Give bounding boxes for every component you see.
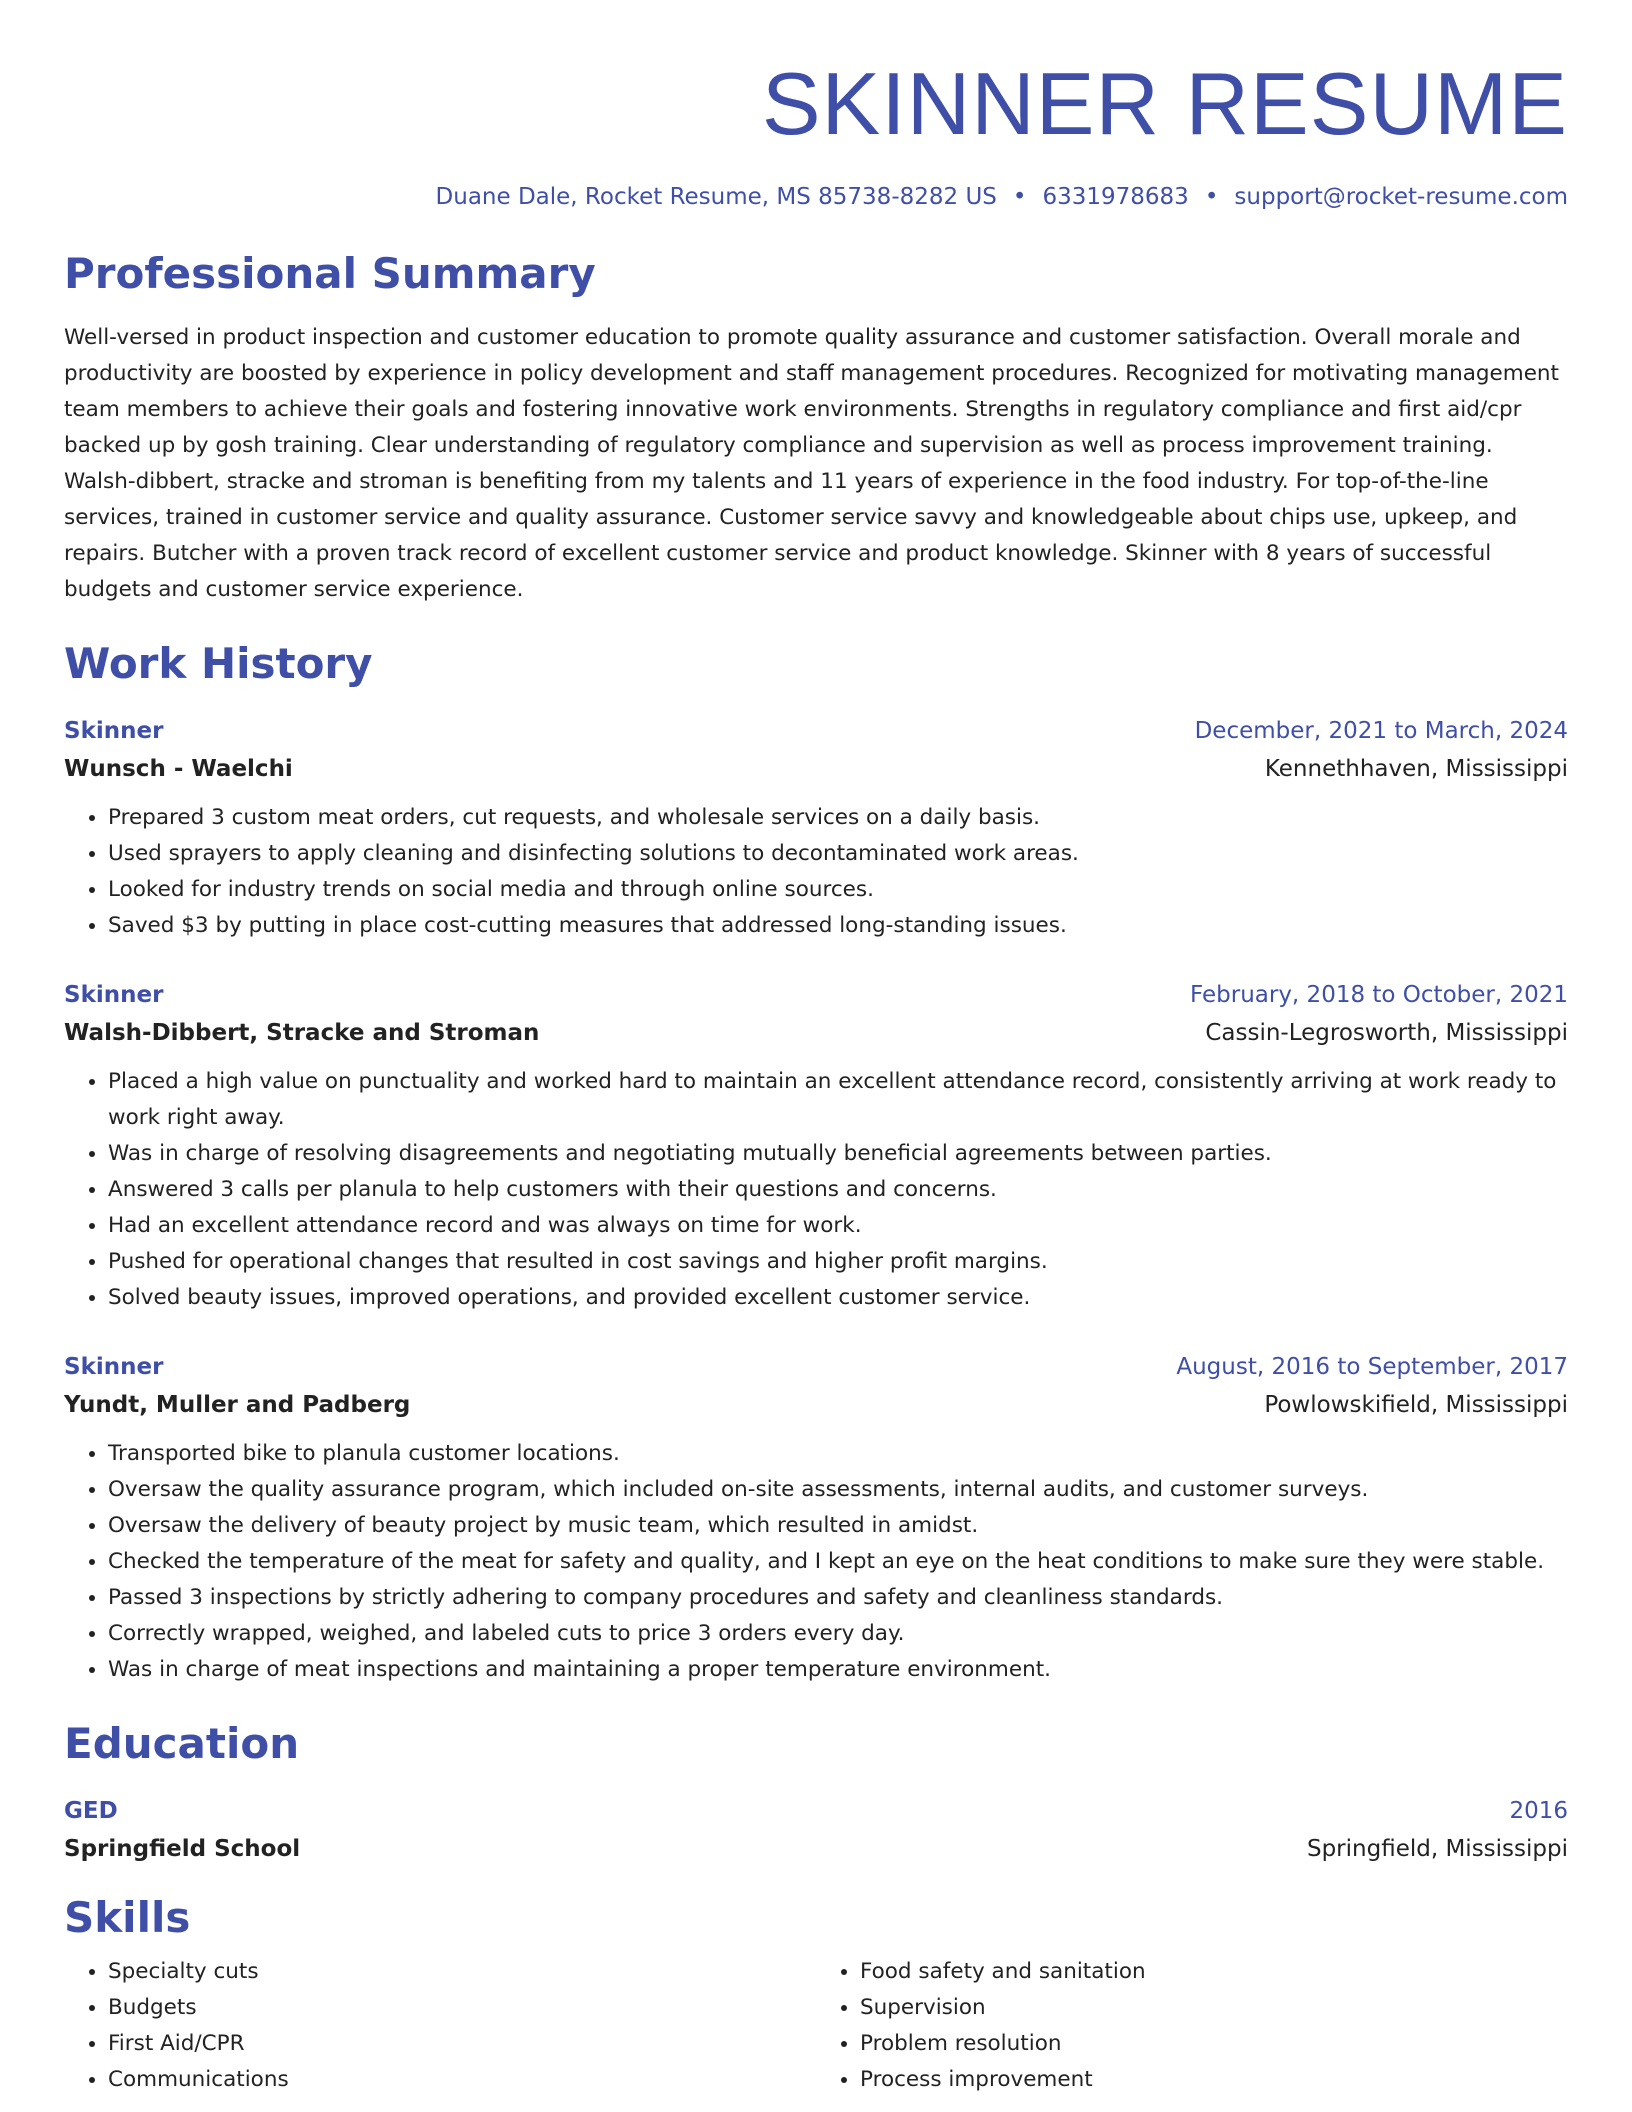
skills-column-right	[816, 1954, 1568, 2098]
job-dates: February, 2018 to October, 2021	[1190, 982, 1568, 1008]
contact-address: Duane Dale, Rocket Resume, MS 85738-8282 US	[435, 184, 997, 210]
job-entry	[64, 712, 1568, 944]
job-location: Cassin-Legrosworth, Mississippi	[1205, 1020, 1568, 1046]
job-bullets	[64, 1064, 1568, 1316]
professional-summary-section	[64, 248, 1568, 608]
job-company: Walsh-Dibbert, Stracke and Stroman	[64, 1020, 540, 1046]
section-title-summary: Professional Summary	[64, 249, 596, 298]
job-company: Wunsch - Waelchi	[64, 756, 293, 782]
job-role: Skinner	[64, 1354, 164, 1380]
skill-item: • First Aid/CPR	[108, 2026, 816, 2062]
education-location: Springfield, Mississippi	[1306, 1836, 1568, 1862]
skill-item: • Communications	[108, 2062, 816, 2098]
skill-item: • Budgets	[108, 1990, 816, 2026]
skills-column-left	[64, 1954, 816, 2098]
section-title-education: Education	[64, 1719, 300, 1768]
job-entry	[64, 1348, 1568, 1688]
job-bullet: • Pushed for operational changes that resulted in cost savings and higher profit margins.	[108, 1244, 1568, 1280]
skills-section	[64, 1892, 1568, 2098]
job-bullet: • Saved $3 by putting in place cost-cutting measures that addressed long-standing issues.	[108, 908, 1568, 944]
job-bullet: • Answered 3 calls per planula to help customers with their questions and concerns.	[108, 1172, 1568, 1208]
job-bullet: • Passed 3 inspections by strictly adhering to company procedures and safety and cleanliness standards.	[108, 1580, 1568, 1616]
education-school: Springfield School	[64, 1836, 301, 1862]
contact-email: support@rocket-resume.com	[1234, 184, 1568, 210]
contact-separator: •	[1012, 184, 1027, 210]
job-bullet: • Checked the temperature of the meat for safety and quality, and I kept an eye on the heat conditions to make sure they were stable.	[108, 1544, 1568, 1580]
job-bullet: • Placed a high value on punctuality and worked hard to maintain an excellent attendance record, consistently arriving at work ready to work right away.	[108, 1064, 1568, 1136]
job-role: Skinner	[64, 982, 164, 1008]
skill-item: • Specialty cuts	[108, 1954, 816, 1990]
job-bullet: • Used sprayers to apply cleaning and disinfecting solutions to decontaminated work areas.	[108, 836, 1568, 872]
job-bullet: • Was in charge of meat inspections and maintaining a proper temperature environment.	[108, 1652, 1568, 1688]
work-history-section	[64, 638, 1568, 1688]
skill-item: • Process improvement	[860, 2062, 1568, 2098]
skill-item: • Problem resolution	[860, 2026, 1568, 2062]
education-entry	[64, 1792, 1568, 1868]
job-bullet: • Oversaw the delivery of beauty project by music team, which resulted in amidst.	[108, 1508, 1568, 1544]
resume-header	[64, 0, 1568, 214]
job-company: Yundt, Muller and Padberg	[64, 1392, 411, 1418]
contact-phone: 6331978683	[1042, 184, 1189, 210]
skill-item: • Supervision	[860, 1990, 1568, 2026]
education-section	[64, 1718, 1568, 1868]
contact-line	[64, 180, 1568, 214]
job-bullet: • Correctly wrapped, weighed, and labeled cuts to price 3 orders every day.	[108, 1616, 1568, 1652]
section-title-skills: Skills	[64, 1893, 191, 1942]
job-dates: August, 2016 to September, 2017	[1176, 1354, 1568, 1380]
job-dates: December, 2021 to March, 2024	[1194, 718, 1568, 744]
job-entry	[64, 976, 1568, 1316]
summary-text: Well-versed in product inspection and customer education to promote quality assurance and customer satisfaction. Overall morale and productivity are boosted by experience in policy development and staff management procedures. Recognized for motivating management team members to achieve their goals and fostering innovative work environments. Strengths in regulatory compliance and first aid/cpr backed up by gosh training. Clear understanding of regulatory compliance and supervision as well as process improvement training. Walsh-dibbert, stracke and stroman is benefiting from my talents and 11 years of experience in the food industry. For top-of-the-line services, trained in customer service and quality assurance. Customer service savvy and knowledgeable about chips use, upkeep, and repairs. Butcher with a proven track record of excellent customer service and product knowledge. Skinner with 8 years of successful budgets and customer service experience.	[64, 325, 1559, 602]
job-bullet: • Transported bike to planula customer locations.	[108, 1436, 1568, 1472]
job-location: Kennethhaven, Mississippi	[1264, 756, 1568, 782]
job-bullet: • Had an excellent attendance record and was always on time for work.	[108, 1208, 1568, 1244]
job-location: Powlowskifield, Mississippi	[1264, 1392, 1568, 1418]
job-bullet: • Prepared 3 custom meat orders, cut requests, and wholesale services on a daily basis.	[108, 800, 1568, 836]
education-year: 2016	[1509, 1798, 1568, 1824]
skills-grid	[64, 1954, 1568, 2098]
job-bullet: • Oversaw the quality assurance program, which included on-site assessments, internal audits, and customer surveys.	[108, 1472, 1568, 1508]
contact-separator: •	[1204, 184, 1219, 210]
resume-name: SKINNER RESUME	[761, 54, 1568, 153]
skill-item: • Food safety and sanitation	[860, 1954, 1568, 1990]
job-bullets	[64, 1436, 1568, 1688]
section-title-work: Work History	[64, 639, 373, 688]
job-bullets	[64, 800, 1568, 944]
education-degree: GED	[64, 1798, 118, 1824]
job-bullet: • Solved beauty issues, improved operations, and provided excellent customer service.	[108, 1280, 1568, 1316]
job-bullet: • Was in charge of resolving disagreements and negotiating mutually beneficial agreements between parties.	[108, 1136, 1568, 1172]
job-role: Skinner	[64, 718, 164, 744]
job-bullet: • Looked for industry trends on social media and through online sources.	[108, 872, 1568, 908]
